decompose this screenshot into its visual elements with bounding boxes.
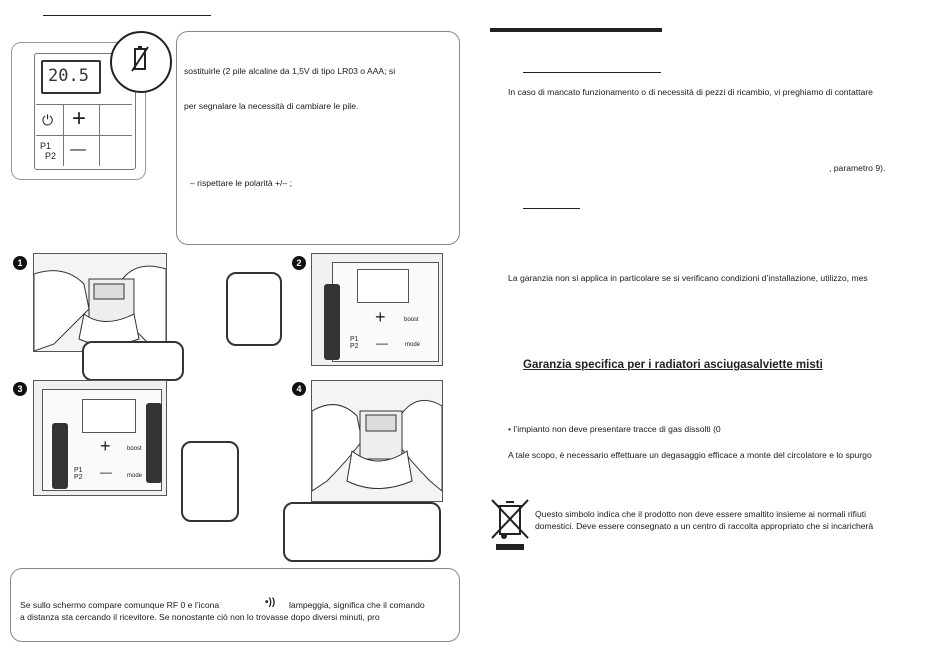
step4-photo [311,380,443,502]
battery-text-line2: per segnalare la necessità di cambiare le pile. [184,101,359,111]
step4-callout-bubble [283,502,441,562]
right-para4: A tale scopo, è necessario effettuare un degasaggio efficace a monte del circolatore e lo spurgo [508,450,872,460]
step2-boost-label: boost [404,317,419,323]
step3-battery-left [52,423,68,489]
step2-callout-bubble [226,272,282,346]
step3-battery-right [146,403,162,483]
right-top-rule [490,28,662,32]
keypad-divider-v1 [63,104,64,166]
display-value: 20.5 [48,66,89,86]
step2-mode-label: mode [405,342,421,348]
right-subheading-rule-2 [523,208,580,209]
signal-icon: •)) [265,597,276,608]
power-icon: ⏻ [42,113,54,129]
weee-text-line2: domestici. Deve essere consegnato a un centro di raccolta appropriato che si incaricherà [535,521,874,531]
step2-p1p2: P1 P2 [350,336,359,350]
keypad-divider-v2 [99,104,100,166]
top-left-rule [43,15,211,16]
step3-minus: — [100,465,112,479]
right-subheading-rule-1 [523,72,661,73]
plus-button-glyph: + [72,105,87,132]
keypad-divider-h2 [36,135,132,136]
step-number-2: 2 [292,256,306,270]
step3-p1p2: P1 P2 [74,467,83,481]
thermostat-illustration [11,42,146,180]
rf-text-line1b: lampeggia, significa che il comando [289,600,425,610]
step3-boost-label: boost [127,446,142,452]
step2-plus: + [375,307,386,327]
step1-callout-bubble [82,341,184,381]
step3-plus: + [100,436,111,456]
right-para1: In caso di mancato funzionamento o di necessità di pezzi di ricambio, vi preghiamo di contattare [508,87,873,97]
step3-mode-label: mode [127,473,143,479]
step3-callout-bubble [181,441,239,522]
step1-photo [33,253,167,352]
weee-text-line1: Questo simbolo indica che il prodotto non deve essere smaltito insieme ai normali rifiuti [535,509,867,519]
p1-label: P1 [40,141,52,151]
rf-text-line2: a distanza sta cercando il ricevitore. Se nonostante ciò non lo trovasse dopo diversi minuti, pro [20,612,380,622]
p2-label: P2 [45,151,57,161]
right-para2: , parametro 9). [829,163,886,173]
battery-info-box [176,31,460,245]
display-screen [41,60,101,94]
step2-minus: — [376,336,388,350]
right-para3: La garanzia non si applica in particolare se si verificano condizioni d’installazione, utilizzo, mes [508,273,868,283]
step3-photo [33,380,167,496]
step2-screen [357,269,409,303]
battery-icon [130,45,150,73]
weee-bin-icon [490,498,530,554]
minus-button-glyph: — [70,141,86,158]
step1-hands-drawing [34,254,166,351]
right-bullet: • l’impianto non deve presentare tracce di gas dissolti (0 [508,424,721,434]
step4-hands-drawing [312,381,442,501]
battery-text-line3: – rispettare le polarità +/– ; [190,178,292,188]
step-number-4: 4 [292,382,306,396]
battery-text-line1: sostituirle (2 pile alcaline da 1,5V di tipo LR03 o AAA; si [184,66,396,76]
step2-photo [311,253,443,366]
step3-screen [82,399,136,433]
step-number-3: 3 [13,382,27,396]
step-number-1: 1 [13,256,27,270]
guarantee-heading: Garanzia specifica per i radiatori asciugasalviette misti [523,359,823,371]
step2-battery [324,284,340,360]
rf-text-line1a: Se sullo schermo compare comunque RF 0 e l’icona [20,600,220,610]
